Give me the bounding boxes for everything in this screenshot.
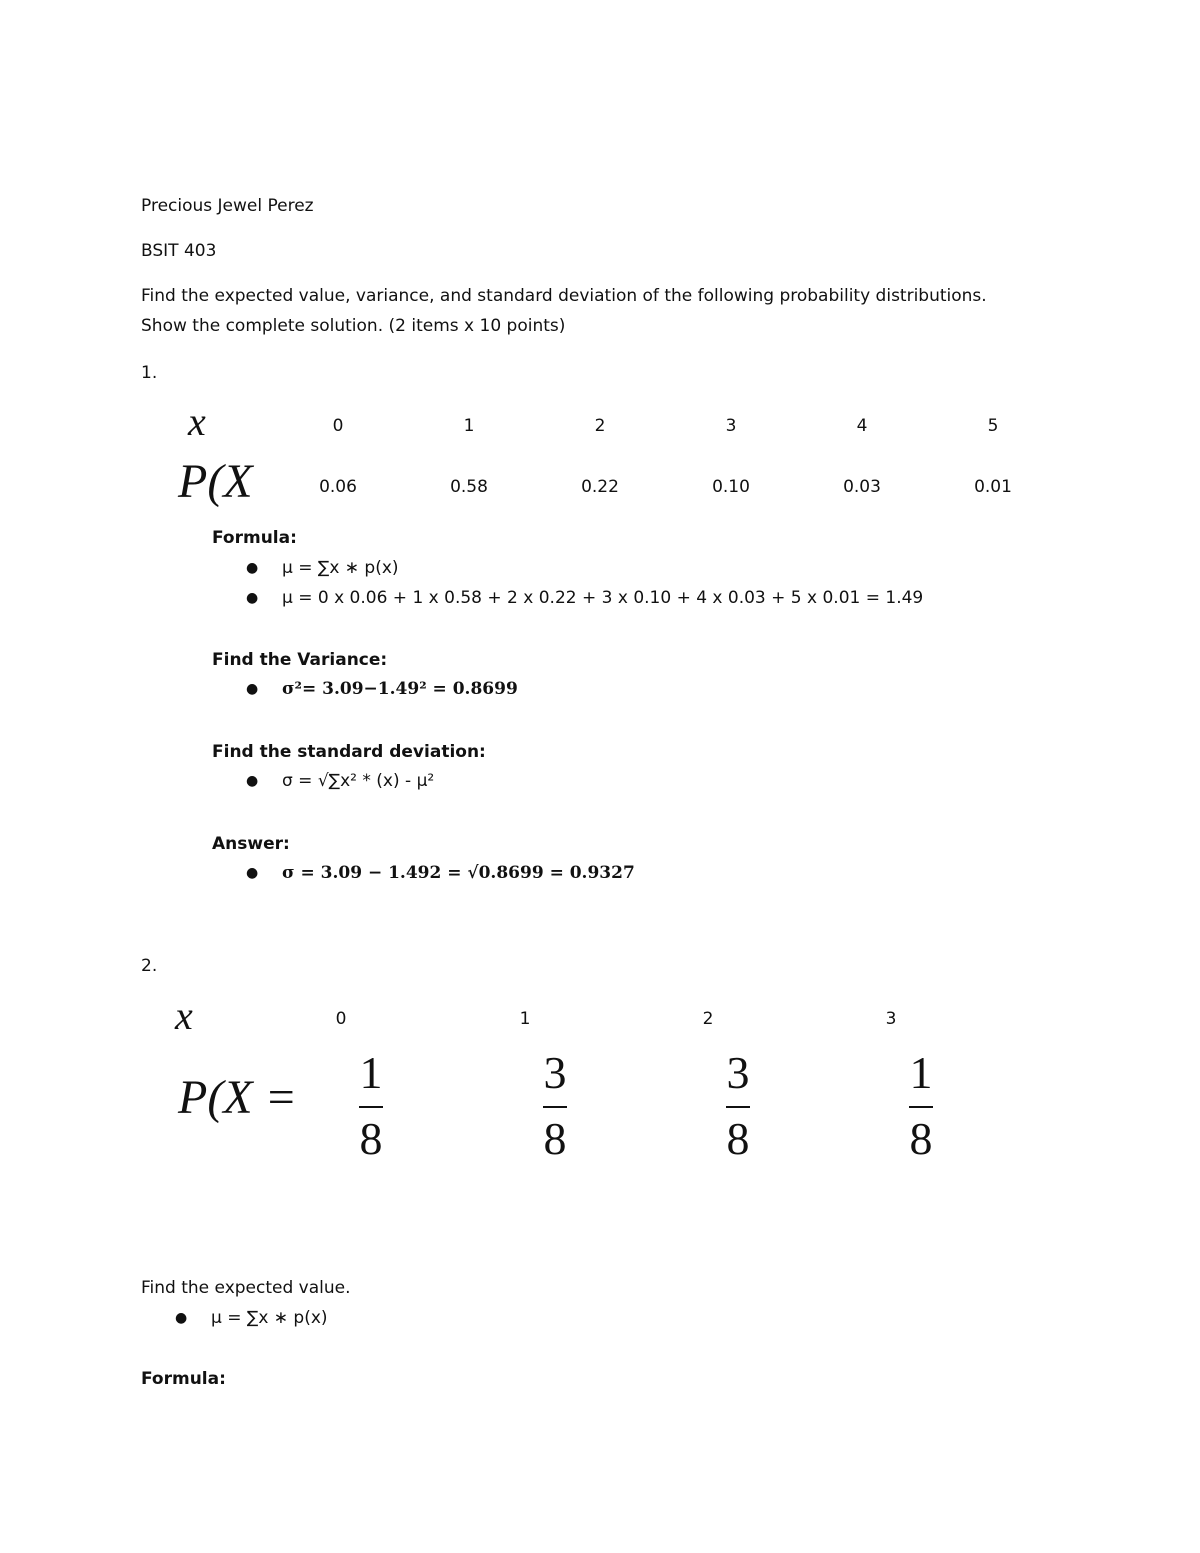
fraction-bar bbox=[726, 1106, 750, 1108]
item-2-p-fraction bbox=[901, 1047, 941, 1164]
fraction-denominator: 8 bbox=[543, 1113, 567, 1164]
item-1-p-value: 0.22 bbox=[581, 477, 619, 497]
instructions-line-2: Show the complete solution. (2 items x 10 points) bbox=[141, 316, 566, 336]
item-2-p-fraction bbox=[535, 1047, 575, 1164]
item-1-p-value: 0.03 bbox=[843, 477, 881, 497]
item-1-p-value: 0.01 bbox=[974, 477, 1012, 497]
fraction-numerator: 1 bbox=[909, 1047, 933, 1098]
item-1-x-value: 3 bbox=[725, 416, 737, 436]
fraction-bar bbox=[359, 1106, 383, 1108]
course-code: BSIT 403 bbox=[141, 241, 217, 261]
item-1-p-value: 0.06 bbox=[319, 477, 357, 497]
answer-calculation: σ = 3.09 − 1.492 = √0.8699 = 0.9327 bbox=[282, 863, 635, 883]
bullet-icon: ● bbox=[246, 773, 259, 789]
bullet-icon: ● bbox=[175, 1310, 188, 1326]
item-2-x-value: 0 bbox=[335, 1009, 347, 1029]
item-1-x-value: 0 bbox=[332, 416, 344, 436]
fraction-denominator: 8 bbox=[359, 1113, 383, 1164]
item-2-x-label: x bbox=[175, 993, 193, 1038]
expected-value-heading: Find the expected value. bbox=[141, 1278, 351, 1298]
fraction-bar bbox=[543, 1106, 567, 1108]
mean-calculation: μ = 0 x 0.06 + 1 x 0.58 + 2 x 0.22 + 3 x 0.10 + 4 x 0.03 + 5 x 0.01 = 1.49 bbox=[282, 588, 924, 608]
item-2-p-fraction bbox=[351, 1047, 391, 1164]
variance-heading: Find the Variance: bbox=[212, 650, 388, 670]
bullet-icon: ● bbox=[246, 590, 259, 606]
item-1-x-value: 2 bbox=[594, 416, 606, 436]
item-2-number: 2. bbox=[141, 956, 158, 976]
fraction-denominator: 8 bbox=[726, 1113, 750, 1164]
fraction-numerator: 1 bbox=[359, 1047, 383, 1098]
bullet-icon: ● bbox=[246, 560, 259, 576]
item-1-p-value: 0.10 bbox=[712, 477, 750, 497]
item-2-p-fraction bbox=[718, 1047, 758, 1164]
item-2-x-value: 2 bbox=[702, 1009, 714, 1029]
item-1-p-value: 0.58 bbox=[450, 477, 488, 497]
fraction-bar bbox=[909, 1106, 933, 1108]
item-2-formula-heading: Formula: bbox=[141, 1369, 226, 1389]
item-2-p-label: P(X = bbox=[178, 1071, 298, 1124]
item-2-x-value: 3 bbox=[885, 1009, 897, 1029]
item-1-x-value: 1 bbox=[463, 416, 475, 436]
item-1-p-label: P(X bbox=[178, 455, 253, 508]
item-2-mean-formula: μ = ∑x ∗ p(x) bbox=[211, 1308, 328, 1328]
item-2-x-value: 1 bbox=[519, 1009, 531, 1029]
fraction-numerator: 3 bbox=[543, 1047, 567, 1098]
item-1-x-value: 5 bbox=[987, 416, 999, 436]
item-1-x-value: 4 bbox=[856, 416, 868, 436]
item-1-x-label: x bbox=[188, 399, 206, 444]
std-deviation-heading: Find the standard deviation: bbox=[212, 742, 486, 762]
mean-formula: μ = ∑x ∗ p(x) bbox=[282, 558, 399, 578]
std-deviation-formula: σ = √∑x² * (x) - μ² bbox=[282, 771, 435, 791]
bullet-icon: ● bbox=[246, 681, 259, 697]
bullet-icon: ● bbox=[246, 865, 259, 881]
formula-heading: Formula: bbox=[212, 528, 297, 548]
student-name: Precious Jewel Perez bbox=[141, 196, 314, 216]
item-1-number: 1. bbox=[141, 363, 158, 383]
fraction-denominator: 8 bbox=[909, 1113, 933, 1164]
instructions-line-1: Find the expected value, variance, and standard deviation of the following probability distributions. bbox=[141, 286, 987, 306]
answer-heading: Answer: bbox=[212, 834, 290, 854]
fraction-numerator: 3 bbox=[726, 1047, 750, 1098]
variance-calculation: σ²= 3.09−1.49² = 0.8699 bbox=[282, 679, 518, 699]
